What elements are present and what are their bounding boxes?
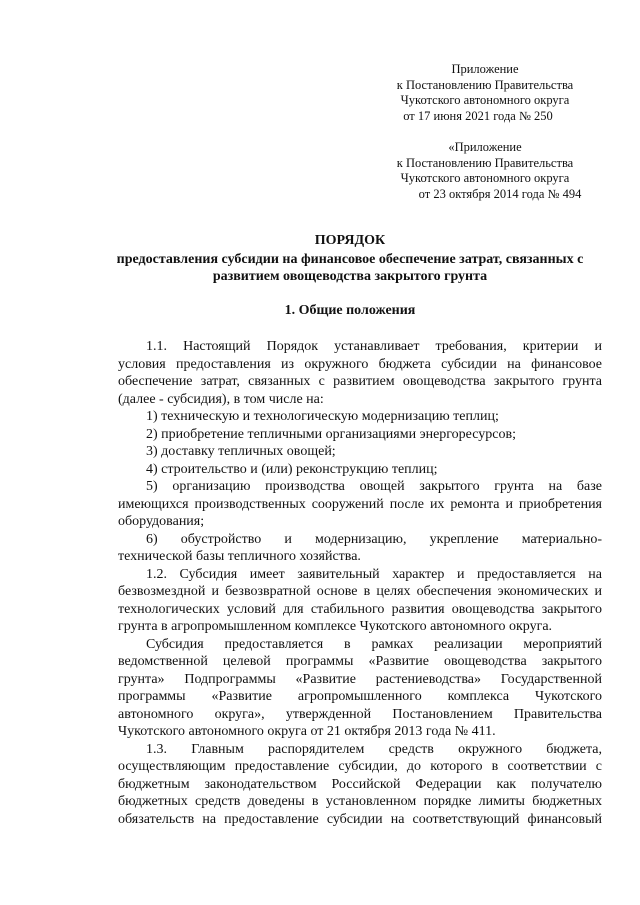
text-line: осуществляющим предоставление субсидии, до которого в соответствии с <box>118 759 602 774</box>
section-title: 1. Общие положения <box>284 303 416 318</box>
list-item: 2) приобретение тепличными организациями энергоресурсов; <box>146 426 516 442</box>
text-line: программы «Развитие агропромышленного комплекса Чукотского <box>118 689 602 704</box>
text-line: обеспечение затрат, связанных с развитием овощеводства закрытого грунта <box>118 374 602 389</box>
list-item: 3) доставку тепличных овощей; <box>146 444 336 459</box>
text-line: Чукотского автономного округа от 21 октября 2013 года № 411. <box>118 724 496 739</box>
appendix-line: Чукотского автономного округа <box>400 93 570 107</box>
appendix-line: Приложение <box>451 62 519 76</box>
text-line: бюджетным законодательством Российской Федерации как получателю <box>118 776 602 792</box>
paragraph-1-3 <box>118 741 602 829</box>
text-line: автономного округа», утвержденной Постановлением Правительства <box>118 706 602 722</box>
list-item: 4) строительство и (или) реконструкцию теплиц; <box>146 461 438 477</box>
text-line: 1.3. Главным распорядителем средств окружного бюджета, <box>146 741 602 757</box>
text-line: безвозмездной и безвозвратной основе в целях обеспечения экономических и <box>118 584 602 599</box>
appendix-line: к Постановлению Правительства <box>396 77 574 92</box>
document-body <box>118 338 602 828</box>
text-line: оборудования; <box>118 514 205 529</box>
paragraph-program <box>118 636 602 741</box>
appendix-previous-header <box>380 140 590 202</box>
text-line: бюджетных средств доведены в установленном порядке лимиты бюджетных <box>118 794 602 809</box>
list-item-6 <box>118 531 602 566</box>
title-heading: ПОРЯДОК <box>314 233 386 248</box>
paragraph-1-2 <box>118 566 602 636</box>
list-item-5 <box>118 478 602 531</box>
text-line: 6) обустройство и модернизацию, укрепление материально- <box>146 531 602 547</box>
text-line: 5) организацию производства овощей закрытого грунта на базе <box>146 479 602 494</box>
appendix-line: Чукотского автономного округа <box>400 171 570 185</box>
text-line: технологических условий для стабильного развития овощеводства закрытого <box>118 601 602 617</box>
text-line: грунта» Подпрограммы «Развитие растениеводства» Государственной <box>118 671 602 687</box>
text-line: Субсидия предоставляется в рамках реализации мероприятий <box>146 636 602 652</box>
paragraph-1-1 <box>118 338 602 408</box>
text-line: ведомственной целевой программы «Развитие овощеводства закрытого <box>118 654 602 669</box>
appendix-date-line: от 23 октября 2014 года № 494 <box>418 186 582 201</box>
title-subline: развитием овощеводства закрытого грунта <box>212 269 488 284</box>
text-line: (далее - субсидия), в том числе на: <box>118 391 324 407</box>
list-item: 1) техническую и технологическую модернизацию теплиц; <box>146 409 499 424</box>
text-line: грунта в агропромышленном комплексе Чукотского автономного округа. <box>118 619 553 634</box>
text-line: 1.1. Настоящий Порядок устанавливает требования, критерии и <box>146 339 602 354</box>
appendix-date-line: от 17 июня 2021 года № 250 <box>403 108 553 123</box>
text-line: обязательств на предоставление субсидии на соответствующий финансовый <box>118 811 602 827</box>
text-line: технической базы тепличного хозяйства. <box>118 549 361 564</box>
document-title <box>80 232 620 286</box>
appendix-line: к Постановлению Правительства <box>396 155 574 170</box>
text-line: условия предоставления из окружного бюджета субсидии на финансовое <box>118 356 602 372</box>
text-line: имеющихся производственных сооружений после их ремонта и приобретения <box>118 496 602 512</box>
appendix-current-header <box>380 62 590 124</box>
appendix-line: «Приложение <box>448 140 522 154</box>
title-subline: предоставления субсидии на финансовое обеспечение затрат, связанных с <box>116 251 584 267</box>
list <box>118 408 602 478</box>
text-line: 1.2. Субсидия имеет заявительный характер и предоставляется на <box>146 566 602 582</box>
